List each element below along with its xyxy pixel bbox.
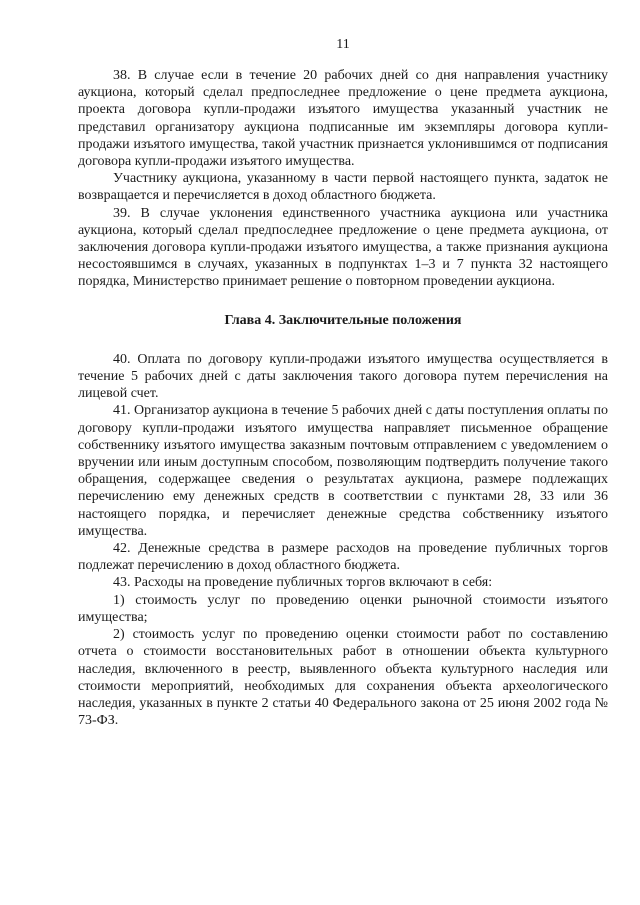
paragraph-38-part-2: Участнику аукциона, указанному в части первой настоящего пункта, задаток не возвращается и перечисляется в доход областного бюджета. — [78, 171, 608, 204]
paragraph-38: 38. В случае если в течение 20 рабочих дней со дня направления участнику аукциона, который сделал предпоследнее предложение о цене предмета аукциона, проекта договора купли-продажи изъятого имущества указанный участник не представил организатору аукциона подписанные им экземпляры договора купли-продажи изъятого имущества, такой участник признается уклонившимся от подписания договора купли-продажи изъятого имущества. — [78, 68, 608, 170]
page-number: 11 — [336, 37, 350, 52]
paragraph-40: 40. Оплата по договору купли-продажи изъятого имущества осуществляется в течение 5 рабочих дней с даты заключения такого договора путем перечисления на лицевой счет. — [78, 351, 608, 402]
paragraph-42: 42. Денежные средства в размере расходов на проведение публичных торгов подлежат перечислению в доход областного бюджета. — [78, 541, 608, 574]
paragraph-39: 39. В случае уклонения единственного участника аукциона или участника аукциона, который сделал предпоследнее предложение о цене предмета аукциона, от заключения договора купли-продажи изъятого имущества, а также признания аукциона несостоявшимся в случаях, указанных в подпунктах 1–3 и 7 пункта 32 настоящего порядка, Министерство принимает решение о повторном проведении аукциона. — [78, 205, 608, 290]
paragraph-43: 43. Расходы на проведение публичных торгов включают в себя: — [113, 575, 493, 591]
paragraph-41: 41. Организатор аукциона в течение 5 рабочих дней с даты поступления оплаты по договору купли-продажи изъятого имущества направляет письменное обращение собственнику изъятого имущества заказным почтовым отправлением с уведомлением о вручении или иным доступным способом, позволяющим подтвердить получение такого обращения, содержащее сведения о результатах аукциона, размере подлежащих перечислению ему денежных средств в соответствии с пунктами 28, 33 или 36 настоящего порядка, и перечисляет денежные средства собственнику изъятого имущества. — [78, 403, 608, 539]
paragraph-43-item-2: 2) стоимость услуг по проведению оценки стоимости работ по составлению отчета о стоимости восстановительных работ в отношении объекта культурного наследия, включенного в реестр, выявленного объекта культурного наследия или стоимости мероприятий, необходимых для сохранения объекта археологического наследия, указанных в пункте 2 статьи 40 Федерального закона от 25 июня 2002 года № 73-ФЗ. — [78, 627, 608, 729]
chapter-heading: Глава 4. Заключительные положения — [224, 312, 462, 328]
paragraph-43-item-1: 1) стоимость услуг по проведению оценки рыночной стоимости изъятого имущества; — [78, 592, 608, 625]
document-page — [78, 0, 608, 905]
document-body — [78, 67, 608, 729]
